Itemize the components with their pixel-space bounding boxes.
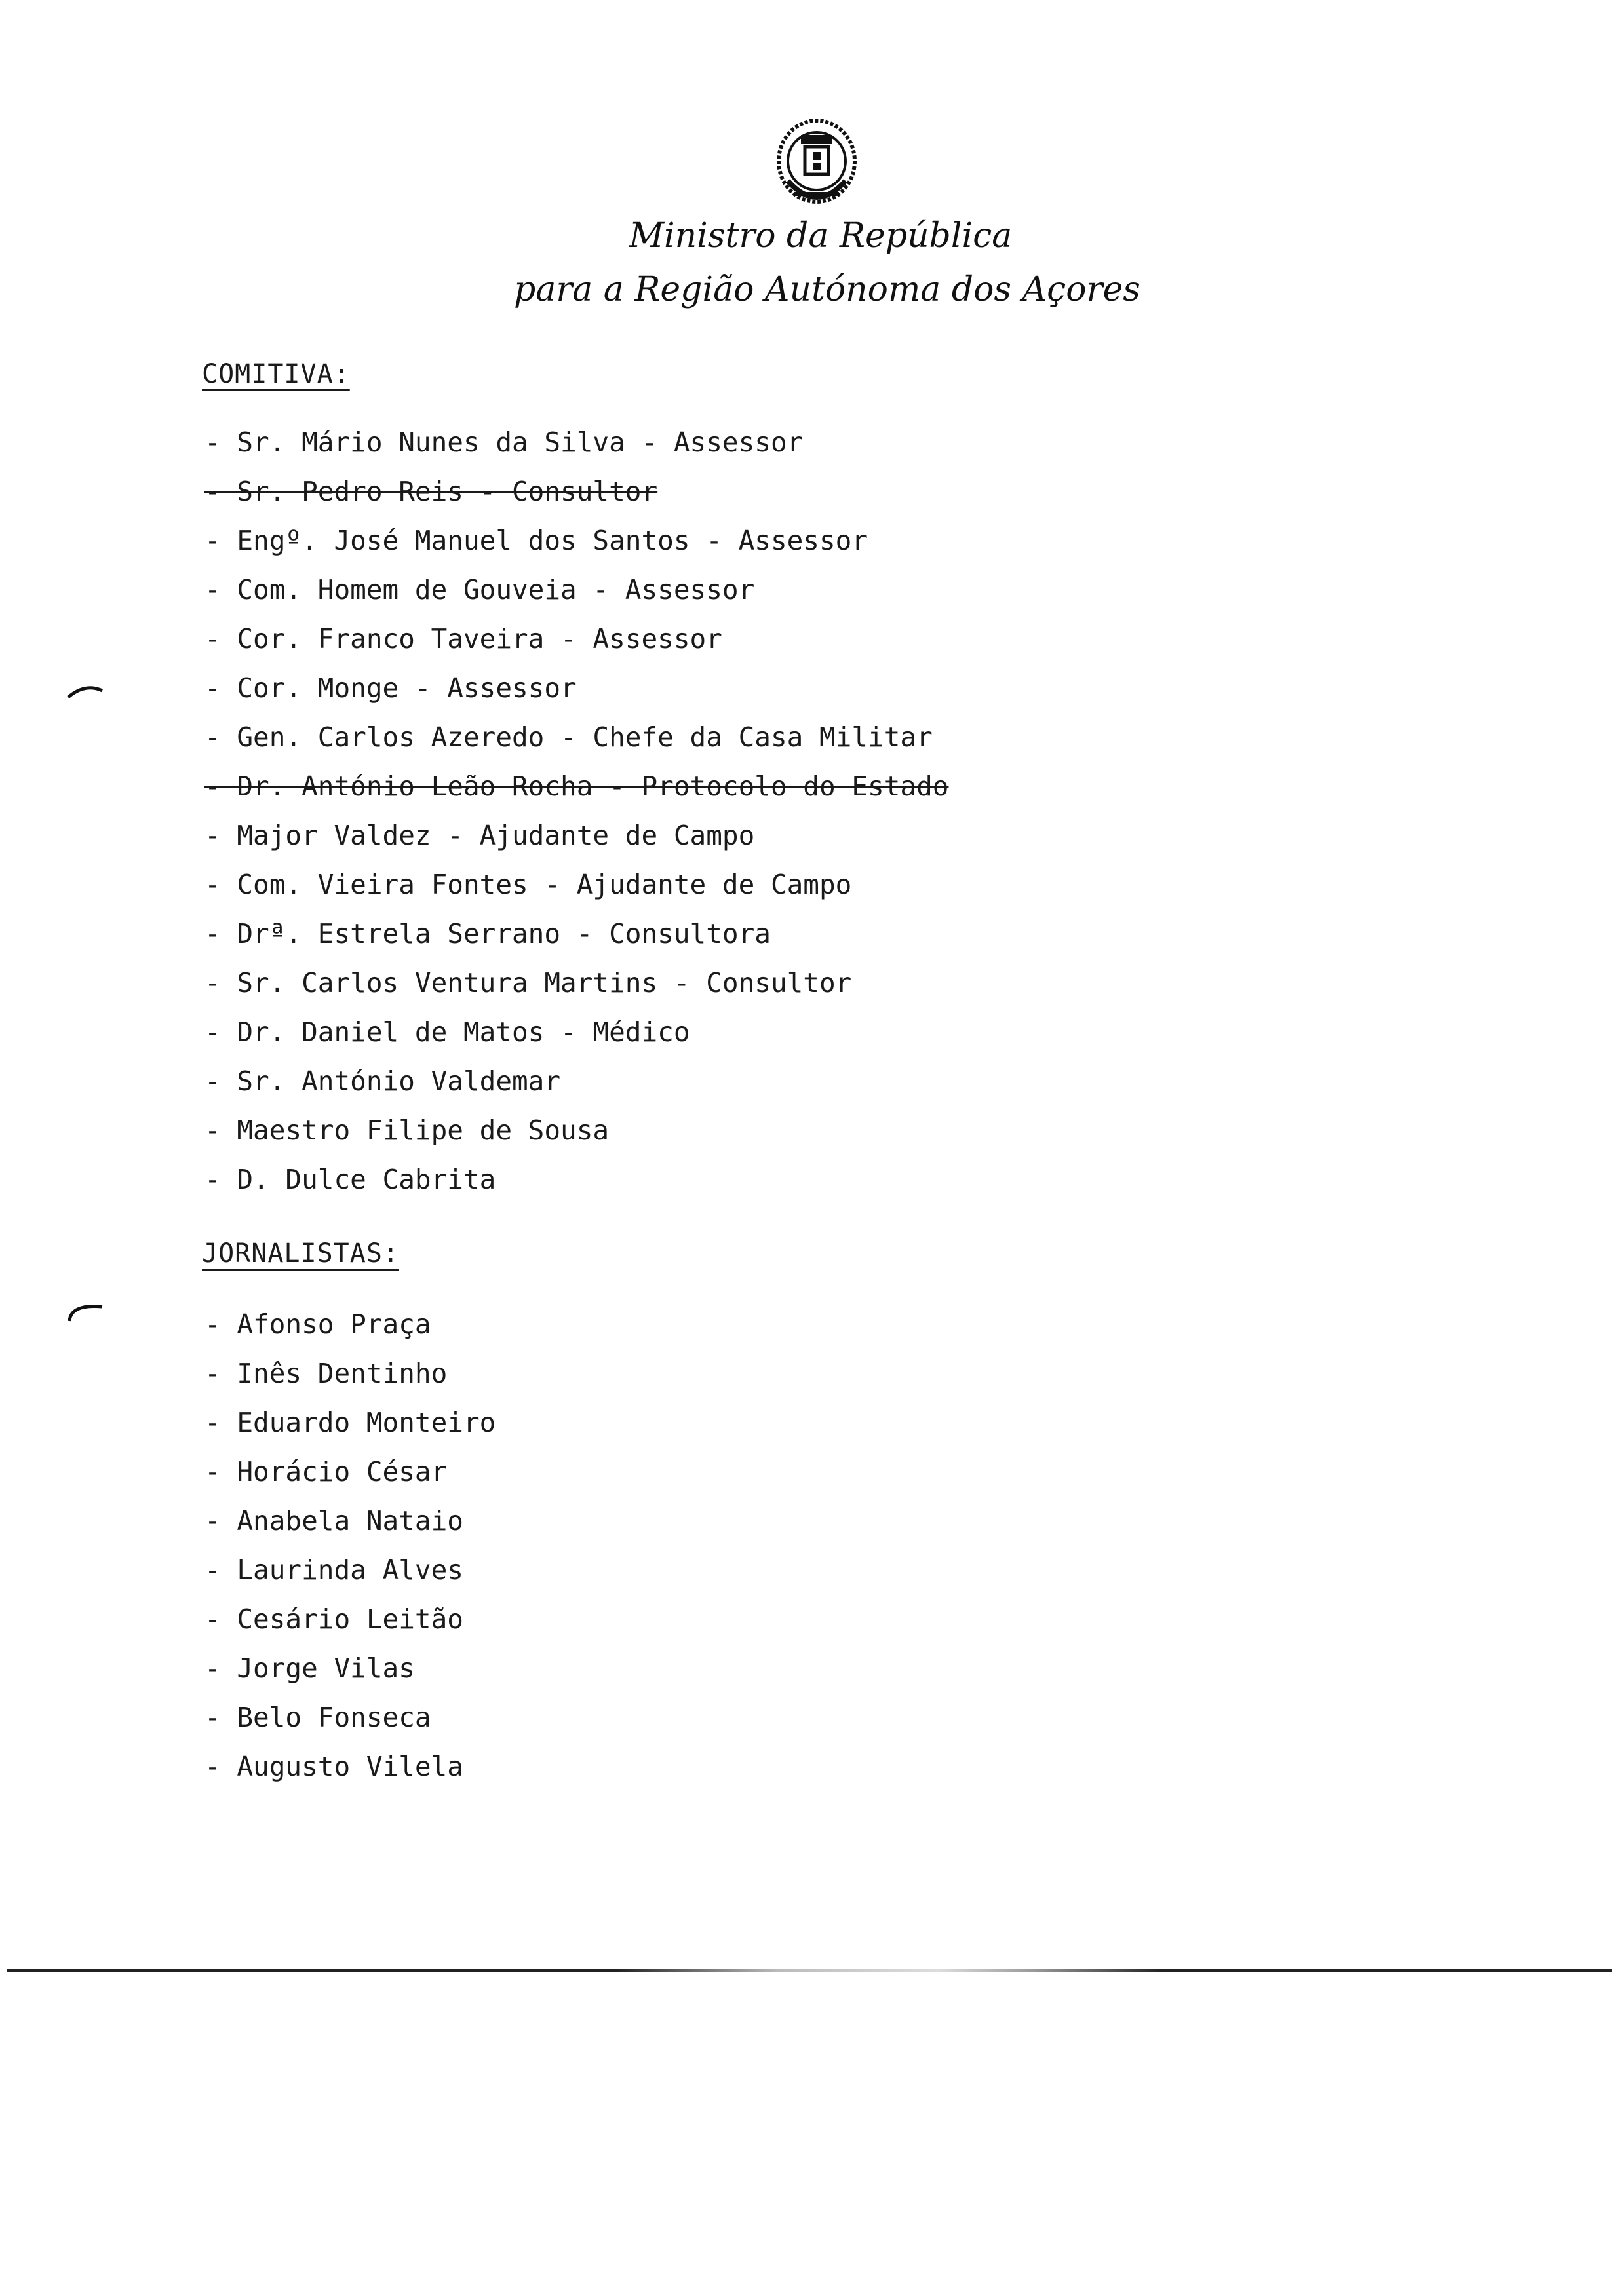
list-item-text: - Com. Homem de Gouveia - Assessor [204, 574, 755, 605]
list-item [204, 811, 948, 860]
comitiva-heading: COMITIVA: [202, 359, 350, 389]
list-item [204, 1693, 496, 1742]
list-item [204, 1546, 496, 1595]
list-item [204, 1595, 496, 1644]
comitiva-list [204, 418, 948, 1204]
list-item [204, 713, 948, 762]
list-item-text: - Afonso Praça [204, 1309, 431, 1340]
list-item [204, 664, 948, 713]
list-item-text: - Sr. António Valdemar [204, 1065, 561, 1097]
list-item [204, 1497, 496, 1546]
footer-divider [7, 1969, 1612, 1972]
list-item [204, 762, 948, 811]
list-item-text: - Maestro Filipe de Sousa [204, 1115, 610, 1146]
list-item-text: - Gen. Carlos Azeredo - Chefe da Casa Militar [204, 721, 933, 753]
list-item [204, 418, 948, 467]
list-item [204, 615, 948, 664]
list-item [204, 1155, 948, 1204]
list-item [204, 516, 948, 565]
list-item [204, 1300, 496, 1349]
list-item [204, 467, 948, 516]
list-item [204, 1106, 948, 1155]
list-item-text: - Cor. Franco Taveira - Assessor [204, 623, 722, 655]
list-item-text: - Belo Fonseca [204, 1702, 431, 1733]
list-item-text: - Jorge Vilas [204, 1653, 415, 1684]
list-item-text: - Sr. Mário Nunes da Silva - Assessor [204, 427, 804, 458]
list-item [204, 1349, 496, 1398]
punch-hole-mark-icon [66, 1297, 105, 1324]
letterhead-line-1: Ministro da República [629, 216, 1013, 256]
letterhead-line-2: para a Região Autónoma dos Açores [514, 270, 1140, 309]
list-item-text: - Horácio César [204, 1456, 448, 1487]
list-item [204, 565, 948, 615]
list-item-text: - Inês Dentinho [204, 1358, 448, 1389]
list-item-text: - Engº. José Manuel dos Santos - Assessor [204, 525, 868, 556]
list-item-text: - Cor. Monge - Assessor [204, 672, 577, 704]
list-item [204, 1057, 948, 1106]
list-item-text: - D. Dulce Cabrita [204, 1164, 496, 1195]
list-item-text: - Major Valdez - Ajudante de Campo [204, 820, 755, 851]
list-item [204, 1742, 496, 1791]
list-item [204, 1398, 496, 1447]
jornalistas-heading: JORNALISTAS: [202, 1238, 399, 1269]
list-item-text: - Sr. Carlos Ventura Martins - Consultor [204, 967, 852, 999]
list-item [204, 909, 948, 959]
list-item-text: - Laurinda Alves [204, 1554, 463, 1586]
list-item-text: - Com. Vieira Fontes - Ajudante de Campo [204, 869, 852, 900]
list-item-text: - Augusto Vilela [204, 1751, 463, 1782]
list-item [204, 1008, 948, 1057]
list-item-text: - Eduardo Monteiro [204, 1407, 496, 1438]
list-item [204, 959, 948, 1008]
list-item-text: - Dr. António Leão Rocha - Protocolo do Estado [204, 771, 949, 802]
list-item-text: - Cesário Leitão [204, 1603, 463, 1635]
coat-of-arms-icon [768, 115, 865, 214]
list-item-text: - Anabela Nataio [204, 1505, 463, 1537]
jornalistas-list [204, 1300, 496, 1791]
list-item [204, 860, 948, 909]
list-item-text: - Dr. Daniel de Matos - Médico [204, 1016, 690, 1048]
list-item-text: - Drª. Estrela Serrano - Consultora [204, 918, 771, 949]
list-item [204, 1447, 496, 1497]
list-item [204, 1644, 496, 1693]
list-item-text: - Sr. Pedro Reis - Consultor [204, 476, 658, 507]
punch-hole-mark-icon [66, 681, 105, 701]
